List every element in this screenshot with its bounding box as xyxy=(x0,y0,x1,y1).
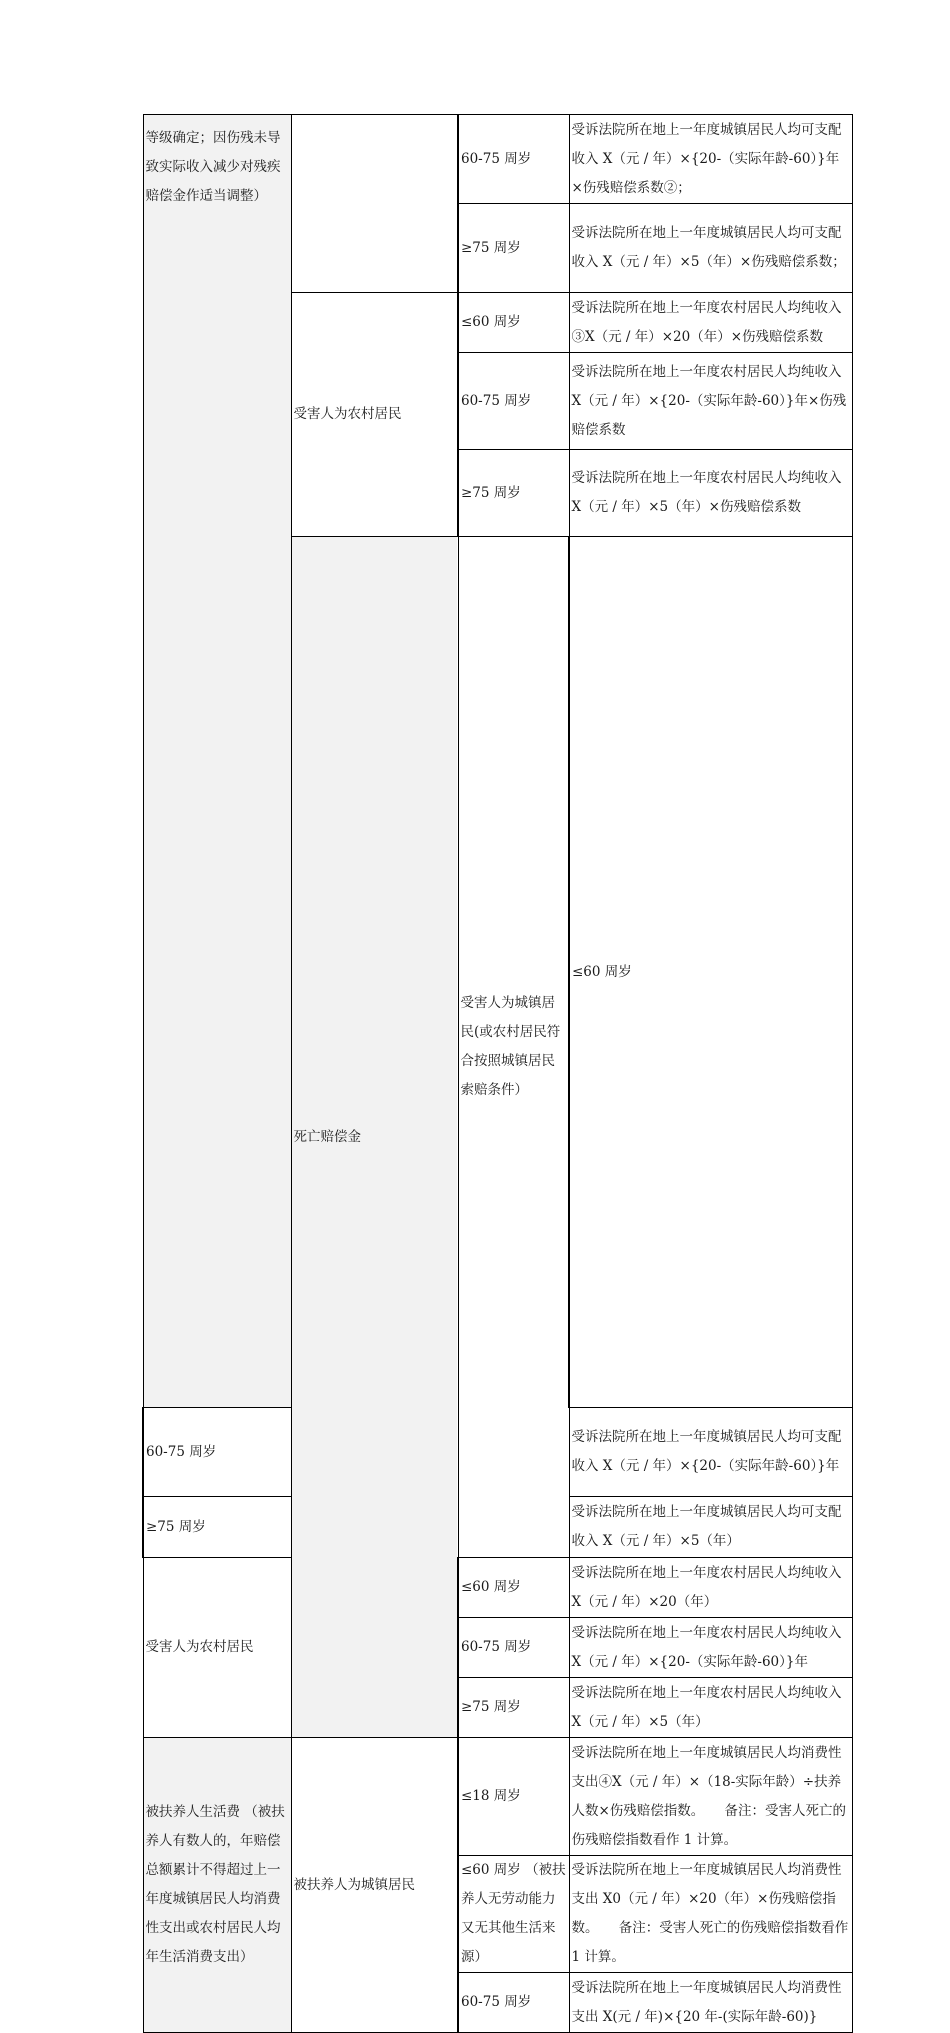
formula-cell: 受诉法院所在地上一年度农村居民人均纯收入 X（元 / 年）×5（年）×伤残赔偿系数 xyxy=(569,450,852,537)
formula-cell: 受诉法院所在地上一年度城镇居民人均可支配收入 X（元 / 年）×{20-（实际年龄-60）}年 xyxy=(569,1408,852,1497)
age-cell: 60-75 周岁 xyxy=(458,1618,569,1678)
formula-cell: 受诉法院所在地上一年度城镇居民人均可支配收入 X（元 / 年）×5（年）×伤残赔偿系数； xyxy=(569,204,852,293)
age-cell: ≤18 周岁 xyxy=(458,1738,569,1856)
age-cell: ≥75 周岁 xyxy=(143,1497,291,1558)
age-cell: ≤60 周岁 （被扶养人无劳动能力又无其他生活来源） xyxy=(458,1856,569,1973)
age-cell: 60-75 周岁 xyxy=(458,353,569,450)
age-cell: 60-75 周岁 xyxy=(458,115,569,204)
category-cell-disability: 等级确定；因伤残未导致实际收入减少对残疾赔偿金作适当调整） xyxy=(143,115,291,1408)
formula-cell: 受诉法院所在地上一年度城镇居民人均消费性支出 X(元 / 年)×{20 年-(实际年龄-60)} xyxy=(569,1973,852,2033)
table-row xyxy=(143,1738,852,1856)
subject-cell-rural-death: 受害人为农村居民 xyxy=(143,1558,291,1738)
age-cell: ≥75 周岁 xyxy=(458,204,569,293)
formula-cell: 受诉法院所在地上一年度农村居民人均纯收入 X（元 / 年）×5（年） xyxy=(569,1678,852,1738)
age-cell: 60-75 周岁 xyxy=(143,1408,291,1497)
subject-cell-urban-disability xyxy=(291,115,458,293)
age-cell: ≥75 周岁 xyxy=(458,450,569,537)
formula-cell: 受诉法院所在地上一年度农村居民人均纯收入 X（元 / 年）×20（年） xyxy=(569,1558,852,1618)
category-cell-dependent: 被扶养人生活费 （被扶养人有数人的，年赔偿总额累计不得超过上一年度城镇居民人均消费性支出或农村居民人均年生活消费支出） xyxy=(143,1738,291,2033)
age-cell: ≤60 周岁 xyxy=(458,293,569,353)
formula-cell: 受诉法院所在地上一年度城镇居民人均可支配收入 X（元 / 年）×{20-（实际年龄-60）}年×伤残赔偿系数②； xyxy=(569,115,852,204)
formula-cell: 受诉法院所在地上一年度城镇居民人均消费性支出④X（元 / 年）×（18-实际年龄）÷扶养人数×伤残赔偿指数。 备注：受害人死亡的伤残赔偿指数看作 1 计算。 xyxy=(569,1738,852,1856)
age-cell: 60-75 周岁 xyxy=(458,1973,569,2033)
formula-cell: 受诉法院所在地上一年度农村居民人均纯收入 X（元 / 年）×{20-（实际年龄-60）}年 xyxy=(569,1618,852,1678)
age-cell: ≤60 周岁 xyxy=(458,1558,569,1618)
table-row xyxy=(143,115,852,204)
formula-cell: 受诉法院所在地上一年度城镇居民人均消费性支出 X0（元 / 年）×20（年）×伤残赔偿指数。 备注：受害人死亡的伤残赔偿指数看作 1 计算。 xyxy=(569,1856,852,1973)
age-cell: ≤60 周岁 xyxy=(569,537,852,1408)
subject-cell-rural-disability: 受害人为农村居民 xyxy=(291,293,458,537)
category-cell-death: 死亡赔偿金 xyxy=(291,537,458,1738)
subject-cell-urban-death: 受害人为城镇居民(或农村居民符合按照城镇居民索赔条件） xyxy=(458,537,569,1558)
subject-cell-dependent: 被扶养人为城镇居民 xyxy=(291,1738,458,2033)
compensation-table xyxy=(142,114,853,2033)
formula-cell: 受诉法院所在地上一年度城镇居民人均可支配收入 X（元 / 年）×5（年） xyxy=(569,1497,852,1558)
formula-cell: 受诉法院所在地上一年度农村居民人均纯收入 X（元 / 年）×{20-（实际年龄-60）}年×伤残赔偿系数 xyxy=(569,353,852,450)
formula-cell: 受诉法院所在地上一年度农村居民人均纯收入③X（元 / 年）×20（年）×伤残赔偿系数 xyxy=(569,293,852,353)
age-cell: ≥75 周岁 xyxy=(458,1678,569,1738)
table-row xyxy=(143,1558,852,1618)
